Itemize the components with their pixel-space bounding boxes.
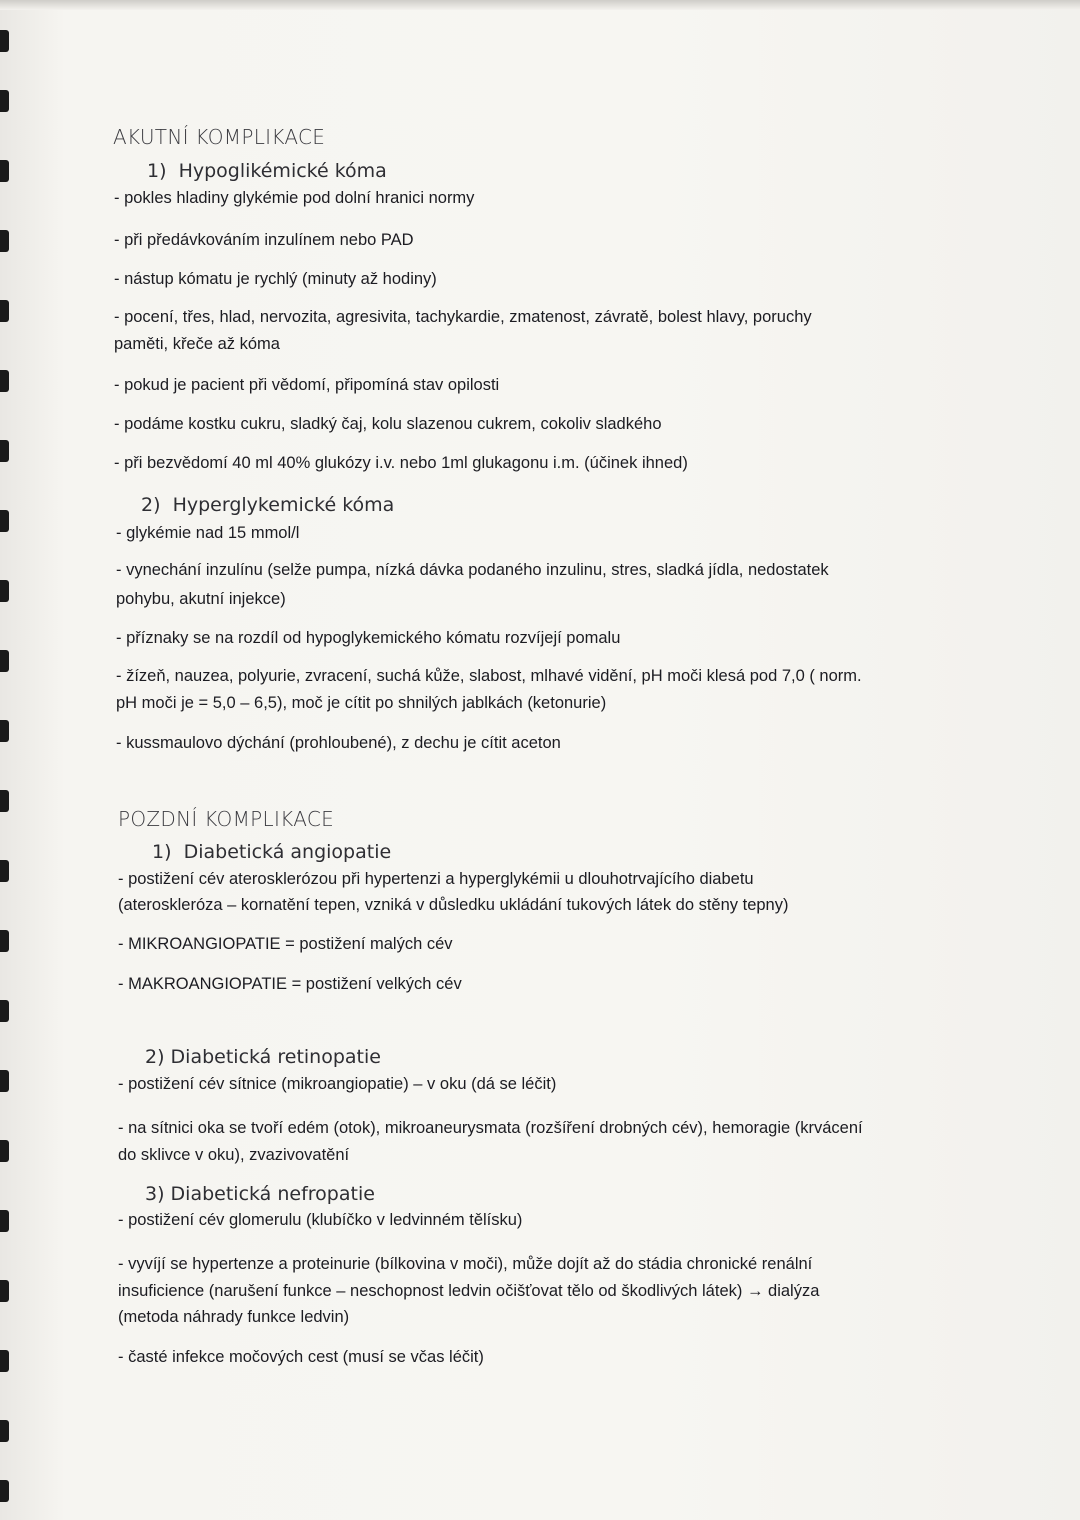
hypo-line-1: - pokles hladiny glykémie pod dolní hranici normy [114, 189, 475, 207]
nefro-line-2: - vyvíjí se hypertenze a proteinurie (bílkovina v moči), může dojít až do stádia chronické renální [118, 1255, 813, 1273]
acute-heading: AKUTNÍ KOMPLIKACE [113, 125, 326, 149]
angio-line-3: - MIKROANGIOPATIE = postižení malých cév [118, 935, 453, 953]
retino-line-3: do sklivce v oku), zvazivovatění [118, 1146, 350, 1164]
hyper-line-3: pohybu, akutní injekce) [116, 590, 286, 608]
angio-line-1: - postižení cév aterosklerózou při hypertenzi a hyperglykémii u dlouhotrvajícího diabetu [118, 870, 754, 888]
nefro-line-4: (metoda náhrady funkce ledvin) [118, 1308, 350, 1326]
angio-line-4: - MAKROANGIOPATIE = postižení velkých cév [118, 975, 462, 993]
hypo-line-8: - při bezvědomí 40 ml 40% glukózy i.v. nebo 1ml glukagonu i.m. (účinek ihned) [114, 454, 688, 472]
hyper-title: 2) Hyperglykemické kóma [141, 494, 395, 516]
hypo-line-4: - pocení, třes, hlad, nervozita, agresivita, tachykardie, zmatenost, závratě, bolest hlavy, poruchy [114, 308, 812, 326]
hyper-line-5: - žízeň, nauzea, polyurie, zvracení, suchá kůže, slabost, mlhavé vidění, pH moči klesá pod 7,0 ( norm. [116, 667, 862, 685]
hyper-line-1: - glykémie nad 15 mmol/l [116, 524, 300, 542]
late-heading: POZDNÍ KOMPLIKACE [118, 807, 335, 831]
hypo-title: 1) Hypoglikémické kóma [147, 160, 387, 182]
hypo-line-2: - při předávkováním inzulínem nebo PAD [114, 231, 414, 249]
hypo-line-7: - podáme kostku cukru, sladký čaj, kolu slazenou cukrem, cokoliv sladkého [114, 415, 662, 433]
nefro-line-5: - časté infekce močových cest (musí se včas léčit) [118, 1348, 484, 1366]
nefro-title: 3) Diabetická nefropatie [145, 1183, 375, 1205]
hypo-line-5: paměti, křeče až kóma [114, 335, 280, 353]
retino-title: 2) Diabetická retinopatie [145, 1046, 381, 1068]
hyper-line-6: pH moči je = 5,0 – 6,5), moč je cítit po shnilých jablkách (ketonurie) [116, 694, 607, 712]
hypo-line-6: - pokud je pacient při vědomí, připomíná stav opilosti [114, 376, 500, 394]
angio-line-2: (ateroskleróza – kornatění tepen, vzniká v důsledku ukládání tukových látek do stěny tepny) [118, 896, 789, 914]
hyper-line-2: - vynechání inzulínu (selže pumpa, nízká dávka podaného inzulinu, stres, sladká jídla, nedostatek [116, 561, 829, 579]
angio-title: 1) Diabetická angiopatie [152, 841, 392, 863]
retino-line-2: - na sítnici oka se tvoří edém (otok), mikroaneurysmata (rozšíření drobných cév), hemoragie (krvácení [118, 1119, 863, 1137]
retino-line-1: - postižení cév sítnice (mikroangiopatie) – v oku (dá se léčit) [118, 1075, 557, 1093]
hypo-line-3: - nástup kómatu je rychlý (minuty až hodiny) [114, 270, 437, 288]
hyper-line-4: - příznaky se na rozdíl od hypoglykemického kómatu rozvíjejí pomalu [116, 629, 621, 647]
nefro-line-3: insuficience (narušení funkce – neschopnost ledvin očišťovat tělo od škodlivých látek) → dialýza [118, 1282, 820, 1300]
hyper-line-7: - kussmaulovo dýchání (prohloubené), z dechu je cítit aceton [116, 734, 561, 752]
nefro-line-1: - postižení cév glomerulu (klubíčko v ledvinném tělísku) [118, 1211, 523, 1229]
